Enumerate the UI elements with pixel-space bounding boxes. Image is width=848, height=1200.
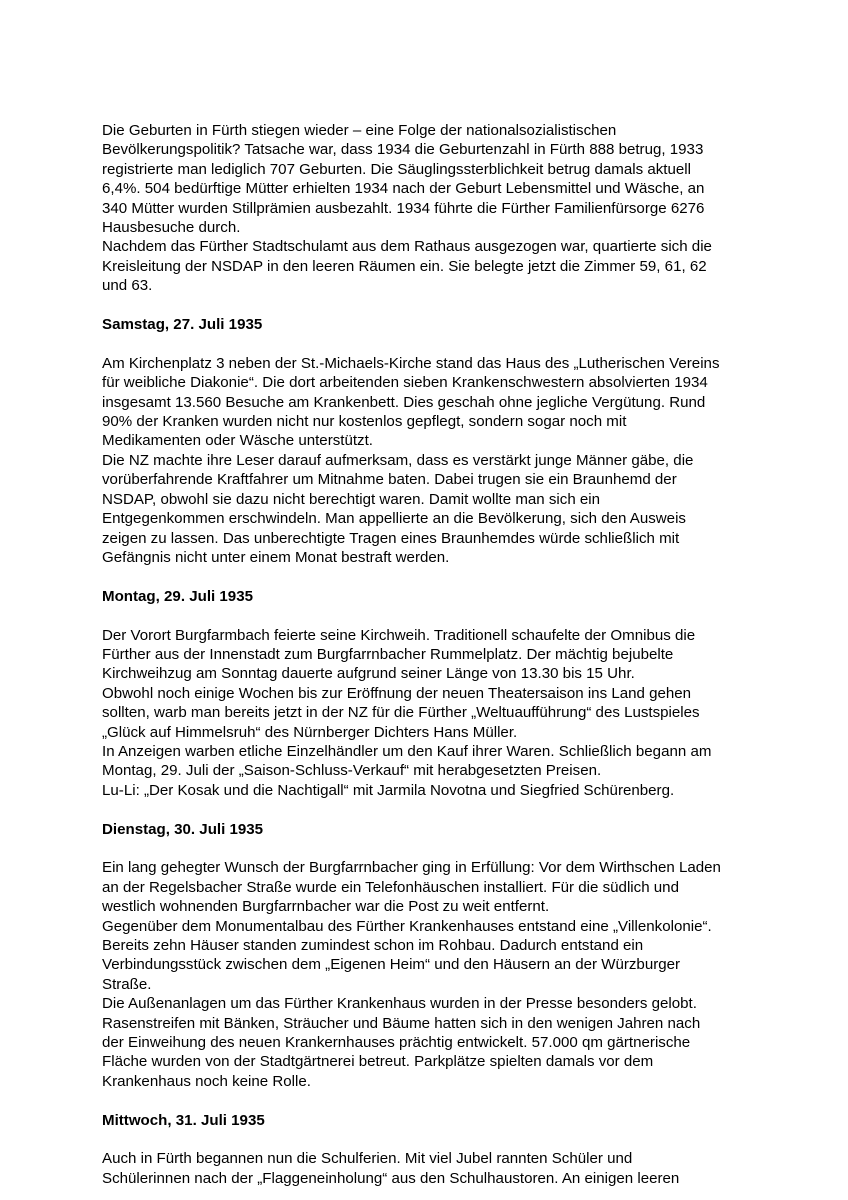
intro-paragraph: Die Geburten in Fürth stiegen wieder – eine Folge der nationalsozialistischen Bevölkerungspolitik? Tatsache war, dass 1934 die Geburtenzahl in Fürth 888 betrug, 1933 registrierte man lediglich 707 Geburten. Die Säuglingssterblichkeit betrug damals aktuell 6,4%. 504 bedürftige Mütter erhielten 1934 nach der Geburt Lebensmittel und Wäsche, an 340 Mütter wurden Stillprämien ausbezahlt. 1934 führte die Fürther Familienfürsorge 6276 Hausbesuche durch. <box>102 122 705 237</box>
section-paragraph: In Anzeigen warben etliche Einzelhändler um den Kauf ihrer Waren. Schließlich begann am Montag, 29. Juli der „Saison-Schluss-Verkauf“ mit herabgesetzten Preisen. <box>102 742 712 780</box>
section-paragraph: Am Kirchenplatz 3 neben der St.-Michaels-Kirche stand das Haus des „Lutherischen Vereins für weibliche Diakonie“. Die dort arbeitenden sieben Krankenschwestern absolvierten 1934 insgesamt 13.560 Besuche am Krankenbett. Dies geschah ohne jegliche Vergütung. Rund 90% der Kranken wurden nicht nur kostenlos gepflegt, sondern sogar noch mit Medikamenten oder Wäsche unterstützt. <box>102 354 720 450</box>
section-paragraph: Gegenüber dem Monumentalbau des Fürther Krankenhauses entstand eine „Villenkolonie“. Bereits zehn Häuser standen zumindest schon im Rohbau. Dadurch entstand ein Verbindungsstück zwischen dem „Eigenen Heim“ und den Häusern an der Würzburger Straße. <box>102 917 712 993</box>
section-heading: Mittwoch, 31. Juli 1935 <box>102 1111 265 1129</box>
section-paragraph: Die Außenanlagen um das Fürther Krankenhaus wurden in der Presse besonders gelobt. Rasenstreifen mit Bänken, Sträucher und Bäume hatten sich in den wenigen Jahren nach der Einweihung des neuen Krankernhauses prächtig entwickelt. 57.000 qm gärtnerische Fläche wurden von der Stadtgärtnerei betreut. Parkplätze spielten damals vor dem Krankenhaus noch keine Rolle. <box>102 995 701 1090</box>
section-paragraph: Ein lang gehegter Wunsch der Burgfarrnbacher ging in Erfüllung: Vor dem Wirthschen Laden an der Regelsbacher Straße wurde ein Telefonhäuschen installiert. Für die südlich und westlich wohnenden Burgfarrnbacher war die Post zu weit entfernt. <box>102 859 721 916</box>
section-paragraph: Auch in Fürth begannen nun die Schulferien. Mit viel Jubel rannten Schüler und Schülerinnen nach der „Flaggeneinholung“ aus den Schulhaustoren. An einigen leeren <box>102 1150 680 1187</box>
section-paragraph: Obwohl noch einige Wochen bis zur Eröffnung der neuen Theatersaison ins Land gehen sollten, warb man bereits jetzt in der NZ für die Fürther „Weltuaufführung“ des Lustspieles „Glück auf Himmelsruh“ des Nürnberger Dichters Hans Müller. <box>102 684 700 741</box>
section-paragraph: Der Vorort Burgfarmbach feierte seine Kirchweih. Traditionell schaufelte der Omnibus die Fürther aus der Innenstadt zum Burgfarrnbacher Rummelplatz. Der mächtig bejubelte Kirchweihzug am Sonntag dauerte aufgrund seiner Länge von 13.30 bis 15 Uhr. <box>102 626 696 683</box>
section-paragraph: Die NZ machte ihre Leser darauf aufmerksam, dass es verstärkt junge Männer gäbe, die vorüberfahrende Kraftfahrer um Mitnahme baten. Dabei trugen sie ein Braunhemd der NSDAP, obwohl sie dazu nicht berechtigt waren. Damit wollte man sich ein Entgegenkommen erschwindeln. Man appellierte an die Bevölkerung, sich den Ausweis zeigen zu lassen. Das unberechtigte Tragen eines Braunhemdes würde schließlich mit Gefängnis nicht unter einem Monat bestraft werden. <box>102 451 694 566</box>
section-heading: Dienstag, 30. Juli 1935 <box>102 820 264 838</box>
section-heading: Samstag, 27. Juli 1935 <box>102 316 263 334</box>
section-paragraph: Lu-Li: „Der Kosak und die Nachtigall“ mit Jarmila Novotna und Siegfried Schürenberg. <box>102 781 675 799</box>
intro-paragraph: Nachdem das Fürther Stadtschulamt aus dem Rathaus ausgezogen war, quartierte sich die Kreisleitung der NSDAP in den leeren Räumen ein. Sie belegte jetzt die Zimmer 59, 61, 62 und 63. <box>102 238 712 295</box>
section-heading: Montag, 29. Juli 1935 <box>102 587 253 605</box>
document-page <box>102 121 762 1188</box>
